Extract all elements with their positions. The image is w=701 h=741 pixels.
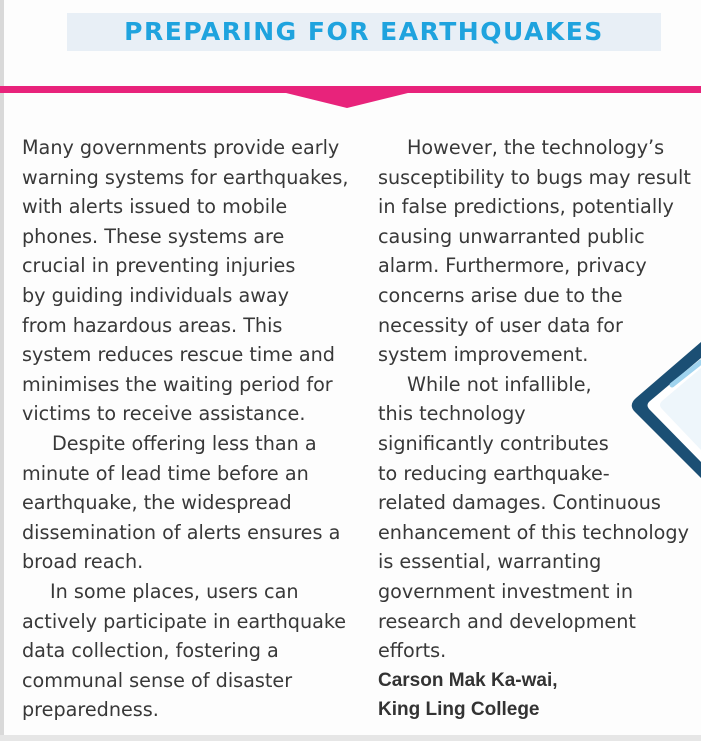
body-line: dissemination of alerts ensures a (22, 520, 341, 544)
body-line: minimises the waiting period for (22, 372, 333, 396)
body-line: phones. These systems are (22, 224, 285, 248)
body-line: enhancement of this technology (378, 520, 689, 544)
body-line: system reduces rescue time and (22, 343, 335, 367)
body-line: susceptibility to bugs may result (378, 165, 691, 189)
body-line: significantly contributes (378, 431, 609, 455)
body-line: system improvement. (378, 343, 589, 367)
body-line: is essential, warranting (378, 550, 602, 574)
body-line: from hazardous areas. This (22, 313, 283, 337)
body-line: minute of lead time before an (22, 461, 309, 485)
body-line: efforts. (378, 639, 447, 663)
body-line: crucial in preventing injuries (22, 254, 296, 278)
body-line: earthquake, the widespread (22, 491, 292, 515)
body-line: data collection, fostering a (22, 639, 279, 663)
body-line: concerns arise due to the (378, 283, 623, 307)
body-line: preparedness. (22, 698, 159, 722)
body-line: research and development (378, 609, 636, 633)
body-line: government investment in (378, 579, 634, 603)
body-line: warning systems for earthquakes, (22, 165, 349, 189)
body-line: broad reach. (22, 550, 144, 574)
author-name: Carson Mak Ka-wai, (378, 669, 558, 691)
body-line: In some places, users can (50, 579, 299, 603)
body-line: to reducing earthquake- (378, 461, 610, 485)
right-column (378, 133, 701, 725)
body-line: While not infallible, (407, 372, 592, 396)
body-line: Many governments provide early (22, 136, 340, 159)
body-line: victims to receive assistance. (22, 402, 306, 426)
body-line: by guiding individuals away (22, 283, 290, 307)
body-line: communal sense of disaster (22, 668, 293, 692)
article-headline: PREPARING FOR EARTHQUAKES (124, 17, 604, 46)
section-divider (0, 86, 701, 93)
body-line: causing unwarranted public (378, 224, 645, 248)
body-line: alarm. Furthermore, privacy (378, 254, 647, 278)
page-edge (0, 0, 4, 741)
body-line: in false predictions, potentially (378, 195, 674, 219)
author-school: King Ling College (378, 699, 540, 721)
body-line: with alerts issued to mobile (22, 195, 288, 219)
page-bottom-edge (0, 735, 701, 741)
body-line: necessity of user data for (378, 313, 623, 337)
body-line: related damages. Continuous (378, 491, 661, 515)
body-line: this technology (378, 402, 526, 426)
body-line: Despite offering less than a (52, 431, 317, 455)
body-line: However, the technology’s (407, 136, 665, 159)
body-line: actively participate in earthquake (22, 609, 347, 633)
left-column (22, 133, 367, 725)
